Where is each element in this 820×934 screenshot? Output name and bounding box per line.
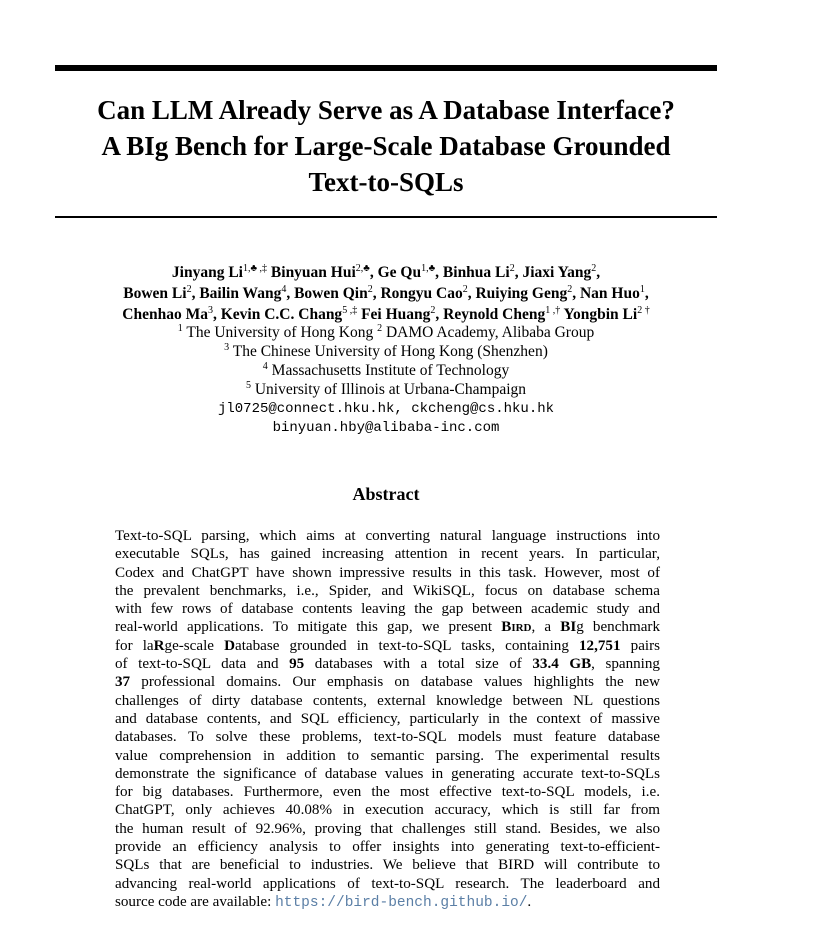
author-affiliation-mark: 2 <box>591 263 597 274</box>
abstract-text: , a <box>531 619 561 636</box>
affiliation-name: The Chinese University of Hong Kong (Shenzhen) <box>232 343 548 360</box>
affiliation-line <box>55 380 717 399</box>
abstract-line <box>115 673 660 691</box>
email-list <box>55 400 717 438</box>
affiliation-name: The University of Hong Kong <box>186 324 374 341</box>
author-name: Binyuan Hui <box>270 264 356 281</box>
author-name: Yongbin Li <box>563 306 638 323</box>
affiliation-line <box>55 323 717 342</box>
top-rule <box>55 65 717 71</box>
abstract-text: pairs <box>620 637 660 654</box>
author-affiliation-mark: 2,♣ <box>355 263 370 274</box>
author-affiliation-mark: 2 <box>367 284 373 295</box>
affiliation-number: 2 <box>377 323 383 334</box>
author-affiliation-mark: 4 <box>281 284 287 295</box>
bird-acronym-letters: BI <box>560 619 577 636</box>
author-affiliation-mark: 1,♣ ,‡ <box>242 263 268 274</box>
author-name: Nan Huo <box>579 285 640 302</box>
author-affiliation-mark: 2 <box>430 305 436 316</box>
author-affiliation-mark: 2 <box>567 284 573 295</box>
abstract-text: atabase grounded in text-to-SQL tasks, containing <box>235 637 579 654</box>
email-line: jl0725@connect.hku.hk, ckcheng@cs.hku.hk <box>217 401 555 417</box>
database-count: 95 <box>289 656 305 673</box>
title-line: Can LLM Already Serve as A Database Interface? <box>97 95 675 125</box>
bird-acronym-letter: R <box>153 637 165 654</box>
abstract-line: value comprehension in addition to semantic parsing. The experimental results <box>115 747 660 764</box>
author-name: Kevin C.C. Chang <box>220 306 343 323</box>
affiliation-number: 5 <box>245 380 251 391</box>
abstract-line <box>115 618 660 636</box>
author-affiliation-mark: 2 † <box>637 305 650 316</box>
abstract-line: and database contents, and SQL efficiency, particularly in the context of massive <box>115 710 660 727</box>
abstract-line: provide an efficiency analysis to offer insights into generating text-to-efficient- <box>115 839 660 856</box>
affiliation-line <box>55 342 717 361</box>
abstract-text: databases with a total size of <box>304 656 533 673</box>
abstract-heading: Abstract <box>352 484 420 504</box>
author-name: Chenhao Ma <box>122 306 208 323</box>
author-affiliation-mark: 1 <box>639 284 645 295</box>
author-affiliation-mark: 2 <box>462 284 468 295</box>
abstract-line: with few rows of database contents leaving the gap between academic study and <box>115 601 660 618</box>
abstract-text: for la <box>115 637 154 654</box>
author-affiliation-mark: 2 <box>186 284 192 295</box>
email-line: binyuan.hby@alibaba-inc.com <box>272 420 500 436</box>
author-line: Chenhao Ma$^3$, Kevin C.C. Chang$^{5 ,\ddagger}$ Fei Huang$^2$, Reynold Cheng$^{1 ,\dagger}$ Yongbin $Li^{2 \dagger}$ <box>122 305 650 323</box>
title-line: A BIg Bench for Large-Scale Database Grounded <box>101 131 671 161</box>
affiliation-number: 1 <box>177 323 183 334</box>
abstract-line <box>115 893 660 912</box>
abstract-line <box>115 655 660 673</box>
abstract-text: professional domains. Our emphasis on database values highlights the new <box>130 674 660 691</box>
affiliation-name: Massachusetts Institute of Technology <box>271 362 510 379</box>
abstract-line: executable SQLs, has gained increasing attention in recent years. In particular, <box>115 546 660 563</box>
abstract-line: databases. To solve these problems, text-to-SQL models must feature database <box>115 729 660 746</box>
author-affiliation-mark: 5 ,‡ <box>342 305 358 316</box>
affiliation-name: University of Illinois at Urbana-Champaign <box>254 381 527 398</box>
author-affiliation-mark: 1 ,† <box>545 305 561 316</box>
affiliation-line <box>55 361 717 380</box>
author-name: Jinyang Li <box>171 264 243 281</box>
author-name: Rongyu Cao <box>380 285 463 302</box>
abstract-line <box>115 637 660 655</box>
author-name: Ge Qu <box>377 264 422 281</box>
author-list <box>55 262 717 325</box>
abstract-text: ge-scale <box>164 637 225 654</box>
abstract-line: the human result of 92.96%, proving that challenges still stand. Besides, we also <box>115 820 660 837</box>
abstract-line: the prevalent benchmarks, i.e., Spider, and WikiSQL, focus on database schema <box>115 582 660 599</box>
author-name: Ruiying Geng <box>475 285 568 302</box>
bird-acronym-letter: D <box>224 637 236 654</box>
title-bottom-rule <box>55 216 717 218</box>
affiliation-list <box>55 323 717 399</box>
abstract-line: Codex and ChatGPT have shown impressive results in this task. However, most of <box>115 564 660 581</box>
author-affiliation-mark: 2 <box>509 263 515 274</box>
abstract-line: advancing real-world applications of text-to-SQL research. The leaderboard and <box>115 875 660 892</box>
author-name: Binhua Li <box>442 264 510 281</box>
bird-name: Bird <box>501 619 532 636</box>
author-name: Fei Huang <box>361 306 431 323</box>
abstract-line: ChatGPT, only achieves 40.08% in execution accuracy, which is still far from <box>115 802 660 819</box>
abstract-text: . <box>527 893 532 910</box>
pair-count: 12,751 <box>579 637 621 654</box>
affiliation-name: DAMO Academy, Alibaba Group <box>385 324 595 341</box>
abstract-text: source code are available: <box>115 893 276 910</box>
abstract-line: for big databases. Furthermore, even the most effective text-to-SQL models, i.e. <box>115 784 660 801</box>
abstract-line: demonstrate the significance of database values in generating accurate text-to-SQLs <box>115 765 660 782</box>
author-line: Bowen Li$^2$, Bailin Wang$^4$, Bowen Qin$^2$, Rongyu Cao$^2$, Ruiying Geng$^2$, Nan Huo$^1$, <box>123 284 649 302</box>
abstract-line: Text-to-SQL parsing, which aims at converting natural language instructions into <box>115 528 660 544</box>
author-line: Jinyang $Li^{1,♣ ,\ddagger}$ Binyuan Hui$^{2,♣}$, Ge $Qu^{1,♣}$, Binhua Li$^2$, Jiaxi Yang$^2$, <box>171 263 601 281</box>
paper-title <box>55 92 717 200</box>
domain-count: 37 <box>115 674 131 691</box>
author-name: Bowen Qin <box>294 285 368 302</box>
author-name: Reynold Cheng <box>443 306 546 323</box>
database-size: 33.4 GB <box>532 656 592 673</box>
abstract-text: g benchmark <box>576 619 660 636</box>
abstract-line: SQLs that are beneficial to industries. We believe that BIRD will contribute to <box>115 857 660 874</box>
abstract-text: real-world applications. To mitigate this gap, we present <box>115 619 502 636</box>
project-url-link[interactable]: https://bird-bench.github.io/ <box>275 894 528 911</box>
abstract-text: , spanning <box>591 656 660 673</box>
abstract-text: of text-to-SQL data and <box>115 656 290 673</box>
author-affiliation-mark: 1,♣ <box>421 263 436 274</box>
abstract-body <box>115 527 660 912</box>
affiliation-number: 3 <box>224 342 230 353</box>
affiliation-number: 4 <box>262 361 268 372</box>
title-line: Text-to-SQLs <box>308 167 464 197</box>
author-name: Bowen Li <box>123 285 187 302</box>
author-affiliation-mark: 3 <box>208 305 213 316</box>
author-name: Bailin Wang <box>199 285 282 302</box>
abstract-line: challenges of dirty database contents, external knowledge between NL questions <box>115 692 660 709</box>
author-name: Jiaxi Yang <box>522 264 592 281</box>
